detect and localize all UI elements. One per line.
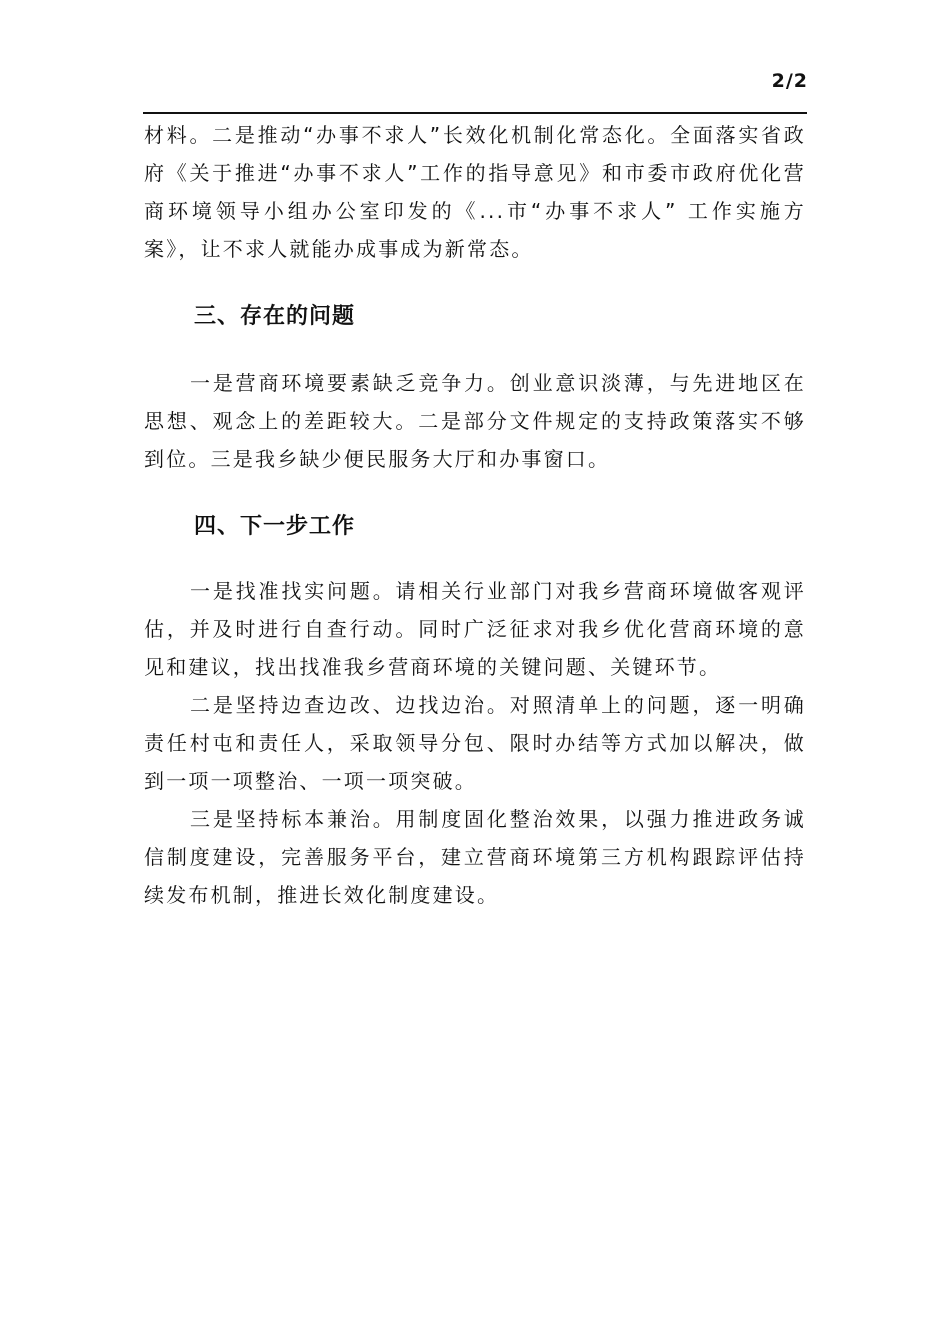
next-steps-paragraph-2: 二是坚持边查边改、边找边治。对照清单上的问题，逐一明确责任村屯和责任人，采取领导分包、限时办结等方式加以解决，做到一项一项整治、一项一项突破。 [144, 693, 806, 793]
header-divider [143, 112, 807, 114]
next-steps-paragraph-1: 一是找准找实问题。请相关行业部门对我乡营商环境做客观评估，并及时进行自查行动。同时广泛征求对我乡优化营商环境的意见和建议，找出找准我乡营商环境的关键问题、关键环节。 [144, 579, 806, 679]
next-steps-paragraph-3: 三是坚持标本兼治。用制度固化整治效果，以强力推进政务诚信制度建设，完善服务平台，建立营商环境第三方机构跟踪评估持续发布机制，推进长效化制度建设。 [144, 807, 806, 907]
section-heading-next-steps: 四、下一步工作 [194, 514, 356, 539]
page-number: 2/2 [771, 70, 808, 92]
intro-paragraph: 材料。二是推动“办事不求人”长效化机制化常态化。全面落实省政府《关于推进“办事不求人”工作的指导意见》和市委市政府优化营商环境领导小组办公室印发的《...市“办事不求人” 工作实施方案》，让不求人就能办成事成为新常态。 [144, 123, 806, 261]
document-body [144, 116, 806, 914]
section-heading-problems: 三、存在的问题 [194, 304, 356, 329]
problems-paragraph: 一是营商环境要素缺乏竞争力。创业意识淡薄，与先进地区在思想、观念上的差距较大。二是部分文件规定的支持政策落实不够到位。三是我乡缺少便民服务大厅和办事窗口。 [144, 371, 806, 471]
